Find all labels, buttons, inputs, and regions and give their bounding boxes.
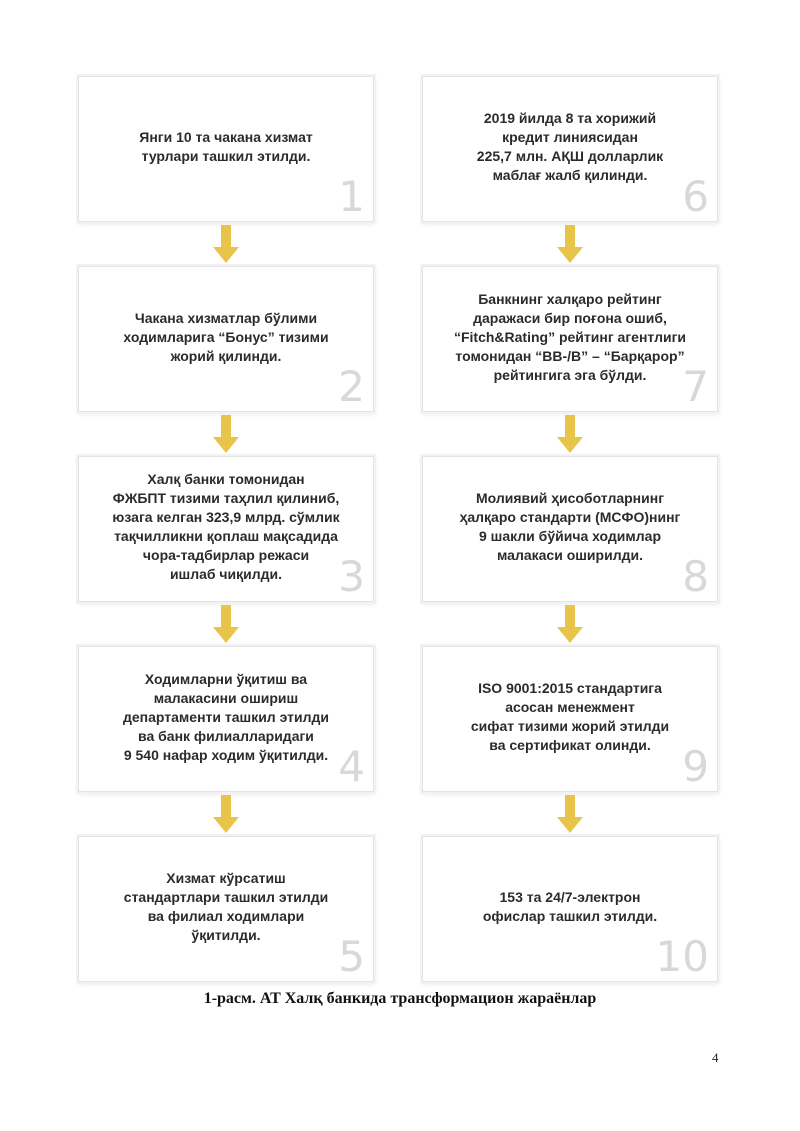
arrow-down-icon xyxy=(422,602,718,646)
step-text: Банкнинг халқаро рейтинг даражаси бир поғона ошиб, “Fitch&Rating” рейтинг агентлиги томонидан “ВВ-/В” – “Барқарор” рейтингига эга бўлди. xyxy=(453,290,687,383)
step-box-9 xyxy=(422,646,718,792)
step-text: Хизмат кўрсатиш стандартлари ташкил этилди ва филиал ходимлари ўқитилди. xyxy=(123,870,329,943)
step-number: 3 xyxy=(338,552,365,601)
arrow-down-icon xyxy=(78,412,374,456)
step-number: 2 xyxy=(338,362,365,411)
flow-column-left xyxy=(78,76,378,982)
step-box-10 xyxy=(422,836,718,982)
step-box-1 xyxy=(78,76,374,222)
step-text: Чакана хизматлар бўлими ходимларига “Бонус” тизими жорий қилинди. xyxy=(123,309,329,364)
step-text: Молиявий ҳисоботларнинг ҳалқаро стандарти (МСФО)нинг 9 шакли бўйича ходимлар малакаси оширилди. xyxy=(459,490,681,563)
step-number: 10 xyxy=(655,932,709,981)
step-text: Халқ банки томонидан ФЖБПТ тизими таҳлил қилиниб, юзага келган 323,9 млрд. сўмлик тақчилликни қоплаш мақсадида чора-тадбирлар режаси ишлаб чиқилди. xyxy=(112,471,340,582)
arrow-down-icon xyxy=(422,222,718,266)
flow-column-right xyxy=(422,76,722,982)
step-box-4 xyxy=(78,646,374,792)
step-box-8 xyxy=(422,456,718,602)
arrow-down-icon xyxy=(78,792,374,836)
figure-caption: 1-расм. АТ Халқ банкида трансформацион жараёнлар xyxy=(203,990,597,1007)
step-box-6 xyxy=(422,76,718,222)
step-box-5 xyxy=(78,836,374,982)
step-number: 5 xyxy=(338,932,365,981)
step-number: 6 xyxy=(682,172,709,221)
step-box-3 xyxy=(78,456,374,602)
arrow-down-icon xyxy=(78,602,374,646)
step-text: Ходимларни ўқитиш ва малакасини ошириш департаменти ташкил этилди ва банк филиалларидаги 9 540 нафар ходим ўқитилди. xyxy=(123,670,329,763)
step-number: 1 xyxy=(338,172,365,221)
step-box-7 xyxy=(422,266,718,412)
step-number: 9 xyxy=(682,742,709,791)
step-box-2 xyxy=(78,266,374,412)
page-number: 4 xyxy=(712,1050,719,1065)
arrow-down-icon xyxy=(78,222,374,266)
step-text: ISO 9001:2015 стандартига асосан менежмент сифат тизими жорий этилди ва сертификат олинди. xyxy=(470,680,670,753)
step-number: 4 xyxy=(338,742,365,791)
step-text: 153 та 24/7-электрон офислар ташкил этилди. xyxy=(482,889,658,924)
step-number: 7 xyxy=(682,362,709,411)
step-text: Янги 10 та чакана хизмат турлари ташкил этилди. xyxy=(139,129,313,164)
arrow-down-icon xyxy=(422,792,718,836)
arrow-down-icon xyxy=(422,412,718,456)
step-text: 2019 йилда 8 та хорижий кредит линиясидан 225,7 млн. АҚШ долларлик маблағ жалб қилинди. xyxy=(476,110,664,183)
step-number: 8 xyxy=(682,552,709,601)
